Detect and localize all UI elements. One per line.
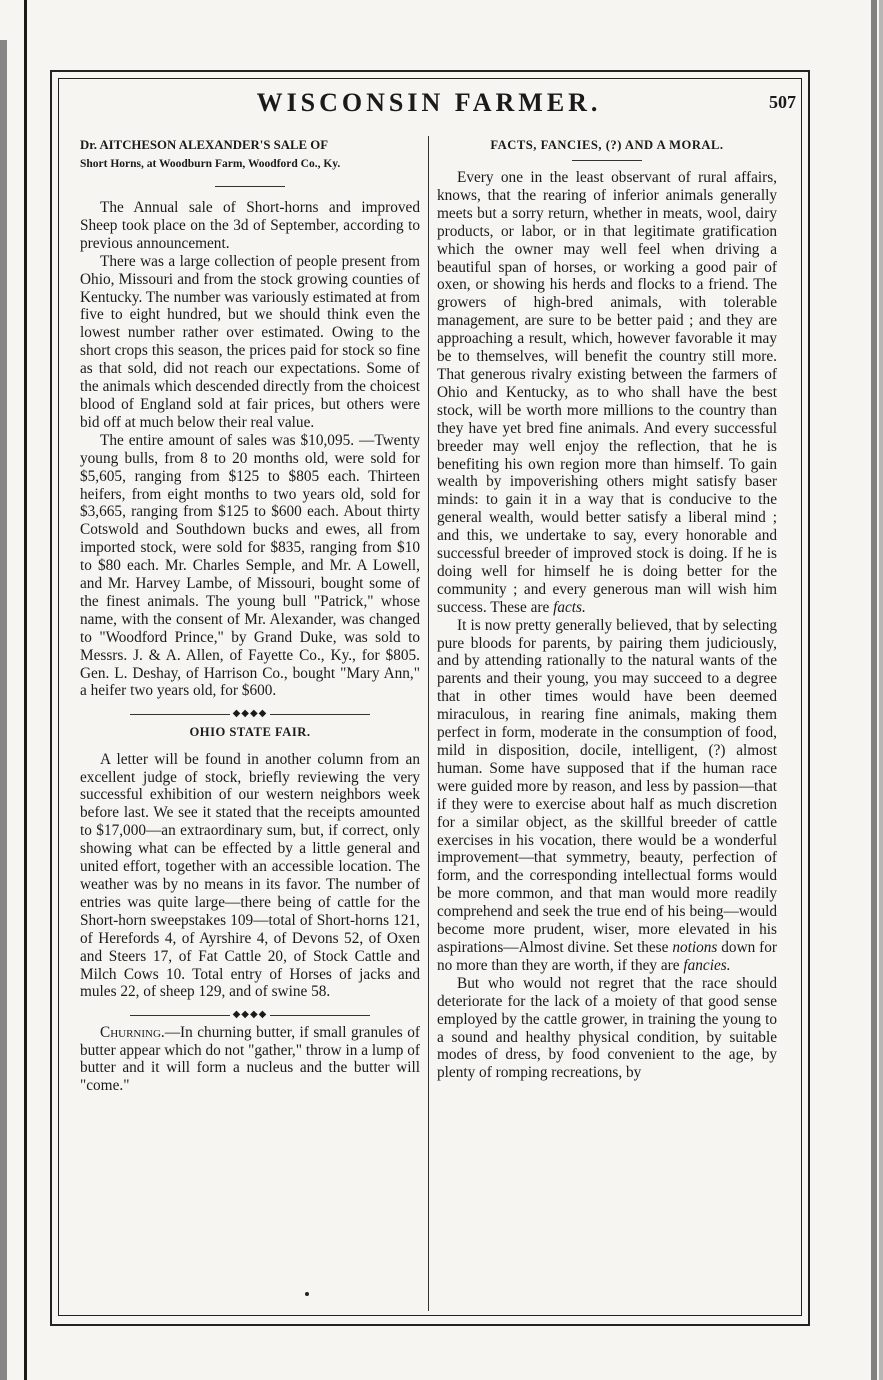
paragraph-text: Every one in the least observant of rural affairs, knows, that the rearing of inferior animals generally meets but a sorry return, whether in meats, wool, dairy products, or labor, or in that legitimate gratification which the owner may well feel when driving a beautiful span of horses, or working a good pair of oxen, or showing his herds and flocks to a friend. The growers of high-bred animals, with tolerable management, are sure to be better paid ; and they are approaching a result, which, however favorable it may be to themselves, will benefit the country still more. That generous rivalry existing between the farmers of Ohio and Kentucky, as to who shall have the best stock, will be worth more millions to the country than they have yet bred fine animals. And every successful breeder may well enjoy the reflection, that he is benefiting his own region more than himself. To gain wealth by impoverishing others might satisfy baser minds: to gain it in a way that is conducive to the general wealth, would better satisfy a liberal mind ; and this, we undertake to say, every honorable and successful breeder of improved stock is doing. If he is doing well for himself he is doing better for the community ; and every generous man will wish him success. These are xyxy=(437,169,777,616)
article-title: Dr. AITCHESON ALEXANDER'S SALE OF xyxy=(80,138,329,152)
paragraph-text: It is now pretty generally believed, that by selecting pure bloods for parents, by pairing them judiciously, and by attending rationally to the natural wants of the parents and their young, you may succeed to a degree that in other times would have been deemed miraculous, in rearing fine animals, making them perfect in form, moderate in the consumption of food, mild in disposition, docile, intelligent, (?) almost human. Some have supposed that if the human race were guided more by reason, and less by passion—that if they were to exercise about half as much discretion for a similar object, as the skillful breeder of cattle exercises in his vocation, there would be a wonderful improvement—that symmetry, beauty, perfection of form, and the corresponding intellectual forms would be more common, and that man would more readily comprehend and seek the true end of his being—would become more prudent, wiser, more elevated in his aspirations—Almost divine. Set these xyxy=(437,616,777,956)
binding-line xyxy=(24,0,27,1380)
page-header xyxy=(58,88,800,122)
paragraph-text: down for no more than they are worth, if they are xyxy=(437,938,778,974)
article-subtitle: Short Horns, at Woodburn Farm, Woodford Co., Ky. xyxy=(80,158,341,170)
paragraph: A letter will be found in another column from an excellent judge of stock, briefly reviewing the very successful exhibition of our western neighbors week before last. We see it stated that the receipts amounted to $17,000—an extraordinary sum, but, if correct, only showing what can be effected by a little general and united effort, together with an accessible location. The weather was by no means in its favor. The number of entries was quite large—there being of cattle for the Short-horn sweepstakes 109—total of Short-horns 121, of Herefords 4, of Ayrshire 4, of Devons 52, of Oxen and Steers 17, of Fat Cattle 20, of Stock Cattle and Milch Cows 10. Total entry of Horses of jacks and mules 22, of sheep 129, and of swine 58. xyxy=(80,750,420,1001)
paragraph xyxy=(437,617,777,975)
paragraph xyxy=(437,169,777,617)
article-heading xyxy=(80,136,420,174)
right-column xyxy=(437,136,777,1082)
section-ornament: ◆◆◆◆ xyxy=(80,1009,420,1021)
page-edge-right-outer xyxy=(879,0,883,1380)
paragraph: The entire amount of sales was $10,095. —Twenty young bulls, from 8 to 20 months old, were sold for $5,605, ranging from $125 to $805 each. Thirteen heifers, from eight months to two years old, sold for $3,665, ranging from $125 to $600 each. About thirty Cotswold and Southdown bucks and ewes, all from imported stock, were sold for $835, ranging from $10 to $80 each. Mr. Charles Semple, and Mr. A Lowell, and Mr. Harvey Lambe, of Missouri, bought some of the finest animals. The young bull "Patrick," whose name, with the consent of Mr. Alexander, was changed to "Woodford Prince," by Grand Duke, was sold to Messrs. J. & A. Allen, of Fayette Co., Ky., for $805. Gen. L. Deshay, of Harrison Co., bought "Mary Ann," a heifer two years old, for $600. xyxy=(80,431,420,700)
bottom-rule xyxy=(50,1324,808,1326)
churning-paragraph xyxy=(80,1024,420,1096)
masthead-title: WISCONSIN FARMER. xyxy=(256,88,602,117)
paragraph: But who would not regret that the race should deteriorate for the lack of a moiety of that good sense employed by the cattle grower, in training the young to a sound and healthy physical condition, by suitable modes of dress, by food convenient to the age, by plenty of romping recreations, by xyxy=(437,974,777,1082)
heading-rule xyxy=(572,160,642,161)
heading-rule xyxy=(215,186,285,187)
page-number: 507 xyxy=(769,92,796,112)
print-mark xyxy=(305,1292,309,1296)
paragraph: The Annual sale of Short-horns and improved Sheep took place on the 3d of September, according to previous announcement. xyxy=(80,199,420,252)
left-column xyxy=(80,136,420,1095)
churning-text: —In churning butter, if small granules of butter appear which do not "gather," throw in a lump of butter and it will form a nucleus and the butter will "come." xyxy=(80,1023,420,1095)
paragraph: There was a large collection of people present from Ohio, Missouri and from the stock growing counties of Kentucky. The number was variously estimated at from five to eight hundred, but we should think even the lowest number rather over estimated. Owing to the short crops this season, the prices paid for stock so fine as that sold, did not reach our expectations. Some of the animals which descended directly from the choicest blood of England sold at fair prices, but others were bid off at much below their real value. xyxy=(80,252,420,431)
emphasis: facts. xyxy=(553,598,586,616)
page-edge-right xyxy=(871,0,877,1380)
emphasis: fancies. xyxy=(683,956,731,974)
section-title: OHIO STATE FAIR. xyxy=(189,724,311,739)
page-edge-shadow xyxy=(0,40,7,1380)
column-divider xyxy=(428,136,429,1311)
section-ornament: ◆◆◆◆ xyxy=(80,708,420,720)
article-heading: FACTS, FANCIES, (?) AND A MORAL. xyxy=(490,138,724,152)
emphasis: notions xyxy=(672,938,718,956)
churning-label: Churning. xyxy=(100,1023,165,1041)
